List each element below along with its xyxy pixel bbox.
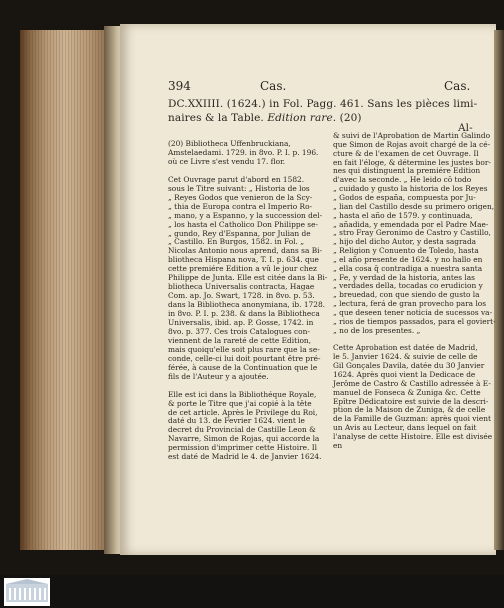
text-line: ption de la Maison de Zuniga, & de celle <box>333 405 486 415</box>
text-line: „ cuidado y gusto la historia de los Reyes <box>333 184 488 194</box>
text-line: Elle est ici dans la Bibliothéque Royale, <box>168 389 317 399</box>
text-line: „ gundo, Rey d'Espanna, por Julian de <box>168 228 311 238</box>
text-line: „ rios de tiempos passados, para el goviert- <box>333 316 496 326</box>
text-line: Com. ap. Jo. Swart, 1728. in 8vo. p. 53. <box>168 291 315 301</box>
text-line: „ el año presente de 1624. y no hallo en <box>333 254 483 264</box>
text-line: sous le Titre suivant: „ Historia de los <box>168 183 310 193</box>
text-line: Navarre, Simon de Rojas, qui accorde la <box>168 434 320 444</box>
text-line: „ thia de Europa contra el Imperio Ro- <box>168 201 313 211</box>
text-line: de cet article. Après le Privilege du Roi, <box>168 407 318 417</box>
text-line: Amstelaedami. 1729. in 8vo. P. I. p. 196. <box>168 147 319 157</box>
entry-line-2-prefix: naires & la Table. <box>168 112 264 124</box>
text-line: bliotheca Universalis contracta, Hagae <box>168 282 315 292</box>
text-line: l'analyse de cette Histoire. Elle est divisée <box>333 431 493 441</box>
text-line: que Simon de Rojas avoit chargé de la cé- <box>333 139 491 149</box>
text-line: viennent de la rareté de cette Edition, <box>168 335 312 345</box>
running-head-right: Cas. <box>444 79 471 93</box>
text-line: „ lian del Castillo desde su primero origen, <box>333 201 495 211</box>
text-line: Universalis, ibid. ap. P. Gosse, 1742. in <box>168 318 314 327</box>
text-line: „ breuedad, con que siendo de gusto la <box>333 290 480 300</box>
page-number: 394 <box>168 79 191 93</box>
text-line: Cet Ouvrage parut d'abord en 1582. <box>168 174 305 184</box>
text-line: (20) Bibliotheca Uffenbruckiana, <box>168 139 291 148</box>
text-line: „ no de los presentes. „ <box>333 325 421 335</box>
text-line: fils de l'Auteur y a ajoutée. <box>168 371 269 381</box>
text-line: nes qui distinguent la premiére Edition <box>333 166 481 176</box>
text-line: „ stro Fray Geronimo de Castro y Castillo, <box>333 228 491 238</box>
text-line: manuel de Fonseca & Zuniga &c. Cette <box>333 387 481 397</box>
catchword-top: Al- <box>458 122 473 134</box>
text-line: Nicolas Antonio nous aprend, dans sa Bi- <box>168 246 322 256</box>
text-line: 8vo. p. 377. Ces trois Catalogues con- <box>168 326 310 336</box>
text-line: de la Famille de Guzman: après quoi vient <box>333 414 491 424</box>
text-line: „ Castillo. En Burgos, 1582. in Fol. „ <box>168 237 305 247</box>
text-line: „ que deseen tener noticia de sucessos va- <box>333 308 493 317</box>
entry-line-1: DC.XXIIII. (1624.) in Fol. Pagg. 461. Sans les pièces limi- <box>168 98 478 110</box>
text-line: d'avec la seconde. „ He leido cō todo <box>333 175 472 185</box>
text-line: decret du Provincial de Castille Leon & <box>168 425 316 435</box>
text-line: daté du 13. de Fevrier 1624. vient le <box>168 416 305 426</box>
text-line: „ los hasta el Catholico Don Philippe se- <box>168 219 318 229</box>
entry-line-2 <box>168 113 362 124</box>
text-line: Jerôme de Castro & Castillo adressée à E- <box>333 378 491 388</box>
text-line: où ce Livre s'est vendu 17. flor. <box>168 156 286 166</box>
text-line: „ lectura, ferá de gran provecho para los <box>333 299 487 309</box>
entry-footnote-ref: (20) <box>339 112 362 124</box>
text-line: Gil Gonçales Davila, datée du 30 Janvier <box>333 361 485 371</box>
text-line: mais quoiqu'elle soit plus rare que la se- <box>168 344 320 354</box>
running-head-left: Cas. <box>260 79 287 93</box>
text-line: & porte le Titre que j'ai copié à la tête <box>168 398 312 408</box>
text-line: Cette Aprobation est datée de Madrid, <box>333 343 478 353</box>
text-line: dans la Bibliotheca anonymiana, ib. 1728. <box>168 300 326 310</box>
text-line: „ Reyes Godos que venieron de la Scy- <box>168 192 313 202</box>
text-line: „ Religion y Conuento de Toledo, hasta <box>333 246 479 256</box>
text-line: en <box>333 440 343 450</box>
text-line: & suivi de l'Aprobation de Martin Galindo <box>333 131 491 140</box>
text-line: „ mano, y a Espanno, y la succession del- <box>168 210 323 220</box>
text-line: cture & de l'examen de cet Ouvrage. Il <box>333 148 479 158</box>
text-line: le 5. Janvier 1624. & suivie de celle de <box>333 352 478 362</box>
text-line: „ verdades della, tocadas co erudicion y <box>333 281 483 291</box>
text-line: cette premiére Edition a vû le jour chez <box>168 264 317 274</box>
text-line: „ Godos de españa, compuesta por Ju- <box>333 192 476 202</box>
right-page-edge <box>494 30 504 550</box>
entry-edition-note: Edition rare. <box>267 112 337 124</box>
text-line: en fait l'éloge, & détermine les justes bor- <box>333 157 491 167</box>
text-line: „ hijo del dicho Autor, y desta sagrada <box>333 237 477 247</box>
text-line: férée, à cause de la Continuation que le <box>168 362 318 372</box>
library-logo-icon <box>4 578 50 606</box>
page-block-edges <box>20 30 110 550</box>
text-line: „ ella cosa q̄ contradiga a nuestra santa <box>333 263 483 273</box>
text-line: permission d'imprimer cette Histoire. Il <box>168 443 317 453</box>
text-line: „ hasta el año de 1579. y continuada, <box>333 210 473 220</box>
text-line: un Avis au Lecteur, dans lequel on fait <box>333 423 477 433</box>
text-line: bliotheca Hispana nova, T. I. p. 634. que <box>168 255 319 265</box>
text-line: „ Fe, y verdad de la historia, antes las <box>333 272 475 282</box>
text-line: Epître Dédicatoire est suivie de la descri- <box>333 396 489 406</box>
text-line: 1624. Après quoi vient la Dedicace de <box>333 369 476 379</box>
text-line: conde, celle-ci lui doit pourtant être pré- <box>168 353 321 363</box>
text-line: Philippe de Junta. Elle est citée dans la Bi- <box>168 273 328 283</box>
text-line: in 8vo. P. I. p. 238. & dans la Bibliotheca <box>168 309 320 319</box>
text-line: est daté de Madrid le 4. de Janvier 1624. <box>168 452 322 462</box>
text-line: „ añadida, y emendada por el Padre Mae- <box>333 219 489 229</box>
